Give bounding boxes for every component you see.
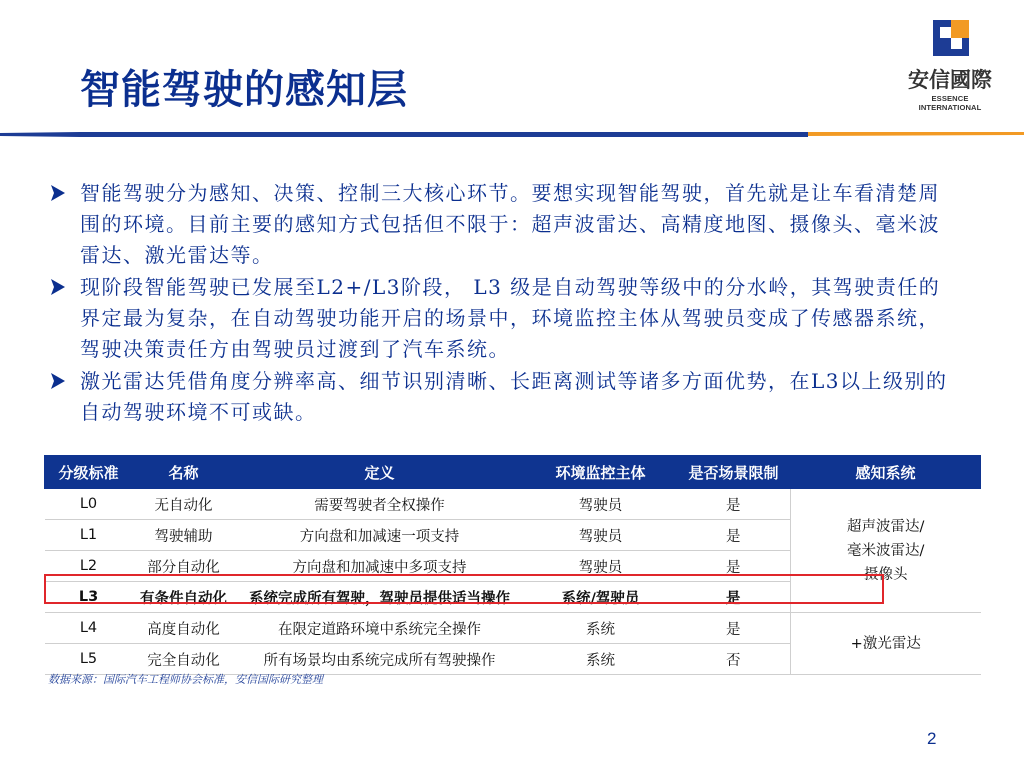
sensor-line: 摄像头 bbox=[864, 566, 908, 583]
cell-scene-limit: 否 bbox=[677, 644, 791, 675]
arrow-bullet-icon bbox=[50, 184, 66, 202]
cell-level: L4 bbox=[45, 613, 133, 644]
cell-name: 高度自动化 bbox=[133, 613, 235, 644]
cell-level: L1 bbox=[45, 520, 133, 551]
cell-scene-limit: 是 bbox=[677, 582, 791, 613]
bullet-text: 现阶段智能驾驶已发展至L2+/L3阶段， L3 级是自动驾驶等级中的分水岭，其驾驶责任的界定最为复杂，在自动驾驶功能开启的场景中，环境监控主体从驾驶员变成了传感器系统，驾驶决策责任方由驾驶员过渡到了汽车系统。 bbox=[80, 275, 941, 361]
cell-definition: 所有场景均由系统完成所有驾驶操作 bbox=[235, 644, 525, 675]
cell-definition: 在限定道路环境中系统完全操作 bbox=[235, 613, 525, 644]
cell-level: L0 bbox=[45, 489, 133, 520]
cell-monitor: 系统 bbox=[525, 644, 677, 675]
logo-name-en: ESSENCE INTERNATIONAL bbox=[918, 94, 982, 112]
sensor-line: 超声波雷达/ bbox=[847, 518, 925, 535]
cell-scene-limit: 是 bbox=[677, 489, 791, 520]
source-note: 数据来源：国际汽车工程师协会标准，安信国际研究整理 bbox=[48, 673, 323, 686]
cell-definition: 方向盘和加减速一项支持 bbox=[235, 520, 525, 551]
cell-monitor: 驾驶员 bbox=[525, 520, 677, 551]
column-header: 定义 bbox=[235, 456, 525, 489]
column-header: 分级标准 bbox=[45, 456, 133, 489]
cell-scene-limit: 是 bbox=[677, 551, 791, 582]
logo-name-cn: 安信國際 bbox=[908, 68, 992, 92]
slide-title: 智能驾驶的感知层 bbox=[80, 66, 408, 113]
cell-definition: 系统完成所有驾驶，驾驶员提供适当操作 bbox=[235, 582, 525, 613]
bullet-text: 激光雷达凭借角度分辨率高、细节识别清晰、长距离测试等诸多方面优势，在L3以上级别的自动驾驶环境不可或缺。 bbox=[80, 369, 948, 424]
column-header: 环境监控主体 bbox=[525, 456, 677, 489]
column-header: 是否场景限制 bbox=[677, 456, 791, 489]
arrow-bullet-icon bbox=[50, 278, 66, 296]
cell-level: L3 bbox=[45, 582, 133, 613]
cell-definition: 需要驾驶者全权操作 bbox=[235, 489, 525, 520]
column-header: 感知系统 bbox=[791, 456, 981, 489]
bullet-list bbox=[48, 178, 948, 429]
cell-monitor: 系统 bbox=[525, 613, 677, 644]
table-header-row bbox=[45, 456, 981, 489]
cell-monitor: 驾驶员 bbox=[525, 489, 677, 520]
table-row bbox=[45, 613, 981, 644]
table-row bbox=[45, 489, 981, 520]
cell-definition: 方向盘和加减速中多项支持 bbox=[235, 551, 525, 582]
logo-mark-icon bbox=[933, 20, 969, 56]
autonomy-level-table bbox=[44, 455, 981, 675]
cell-name: 驾驶辅助 bbox=[133, 520, 235, 551]
cell-level: L2 bbox=[45, 551, 133, 582]
bullet-item bbox=[48, 272, 948, 365]
cell-name: 部分自动化 bbox=[133, 551, 235, 582]
cell-level: L5 bbox=[45, 644, 133, 675]
bullet-item bbox=[48, 178, 948, 271]
cell-monitor: 系统/驾驶员 bbox=[525, 582, 677, 613]
sensor-line: 毫米波雷达/ bbox=[847, 542, 925, 559]
cell-scene-limit: 是 bbox=[677, 613, 791, 644]
cell-sensor-system bbox=[791, 613, 981, 675]
column-header: 名称 bbox=[133, 456, 235, 489]
cell-name: 完全自动化 bbox=[133, 644, 235, 675]
bullet-item bbox=[48, 366, 948, 428]
cell-name: 有条件自动化 bbox=[133, 582, 235, 613]
cell-name: 无自动化 bbox=[133, 489, 235, 520]
arrow-bullet-icon bbox=[50, 372, 66, 390]
page-number: 2 bbox=[927, 729, 937, 748]
cell-sensor-system bbox=[791, 489, 981, 613]
sensor-line: +激光雷达 bbox=[850, 635, 921, 652]
cell-monitor: 驾驶员 bbox=[525, 551, 677, 582]
bullet-text: 智能驾驶分为感知、决策、控制三大核心环节。要想实现智能驾驶，首先就是让车看清楚周围的环境。目前主要的感知方式包括但不限于：超声波雷达、高精度地图、摄像头、毫米波雷达、激光雷达等。 bbox=[80, 181, 940, 267]
title-underline-bar bbox=[0, 129, 1024, 141]
cell-scene-limit: 是 bbox=[677, 520, 791, 551]
